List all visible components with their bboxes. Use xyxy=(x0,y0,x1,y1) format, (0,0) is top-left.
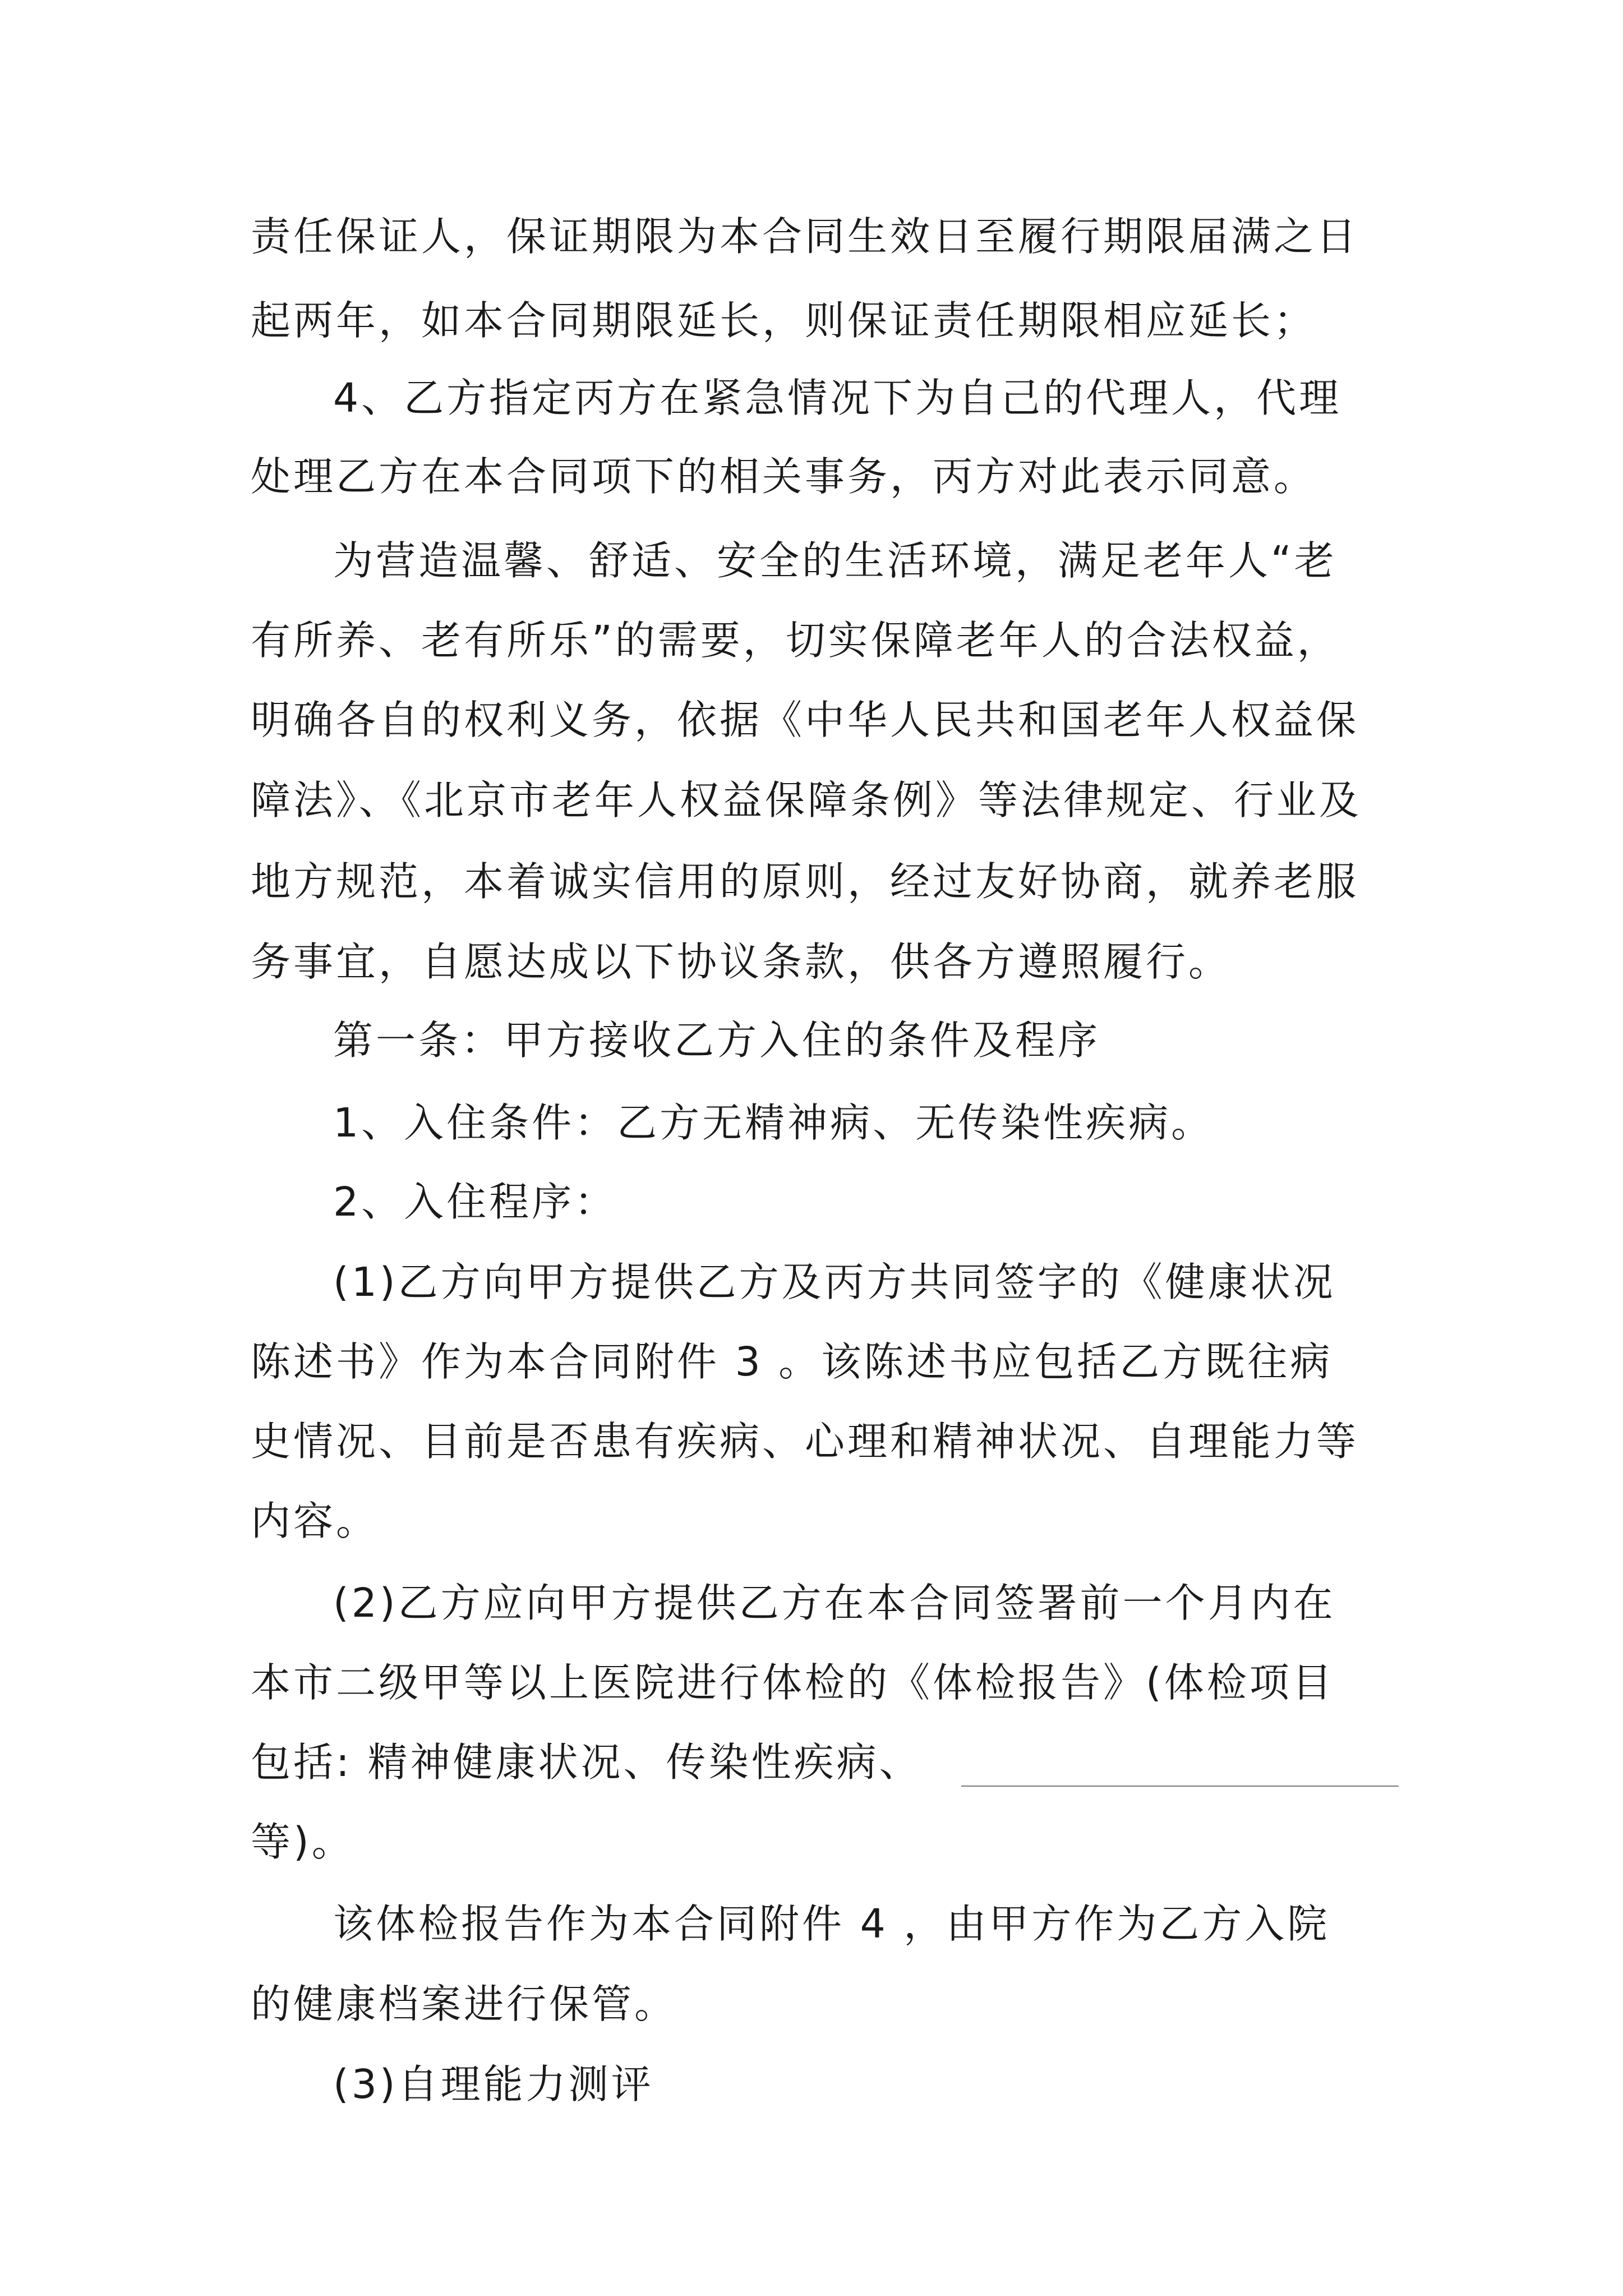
text-line: (2)乙方应向甲方提供乙方在本合同签署前一个月内在 xyxy=(333,1580,1336,1626)
text-line: 起两年，如本合同期限延长，则保证责任期限相应延长； xyxy=(251,297,1317,344)
text-line: 史情况、目前是否患有疾病、心理和精神状况、自理能力等 xyxy=(251,1418,1359,1465)
text-line: (1)乙方向甲方提供乙方及丙方共同签字的《健康状况 xyxy=(333,1259,1336,1305)
text-line: 有所养、老有所乐”的需要，切实保障老年人的合法权益， xyxy=(251,617,1340,664)
text-line: 务事宜，自愿达成以下协议条款，供各方遵照履行。 xyxy=(251,938,1232,985)
text-line: 的健康档案进行保管。 xyxy=(251,1981,677,2027)
text-line: 1、入住条件：乙方无精神病、无传染性疾病。 xyxy=(333,1099,1214,1146)
text-line: 责任保证人，保证期限为本合同生效日至履行期限届满之日 xyxy=(251,213,1359,260)
text-line-with-blank xyxy=(251,1723,1384,1802)
text-line: 地方规范，本着诚实信用的原则，经过友好协商，就养老服 xyxy=(251,858,1359,905)
text-line: 陈述书》作为本合同附件 3 。该陈述书应包括乙方既往病 xyxy=(251,1338,1333,1385)
fill-in-blank[interactable] xyxy=(961,1786,1399,1787)
text-line: 明确各自的权利义务，依据《中华人民共和国老年人权益保 xyxy=(251,697,1359,743)
section-heading: 第一条：甲方接收乙方入住的条件及程序 xyxy=(333,1017,1101,1064)
text-line: 等)。 xyxy=(251,1819,354,1865)
text-line: 本市二级甲等以上医院进行体检的《体检报告》(体检项目 xyxy=(251,1659,1335,1706)
text-segment: 包括: 精神健康状况、传染性疾病、 xyxy=(251,1739,922,1786)
text-line: 4、乙方指定丙方在紧急情况下为自己的代理人，代理 xyxy=(333,375,1342,421)
text-line: 2、入住程序： xyxy=(333,1179,617,1225)
text-line: 为营造温馨、舒适、安全的生活环境，满足老年人“老 xyxy=(333,537,1337,584)
text-line: 该体检报告作为本合同附件 4 ，由甲方作为乙方入院 xyxy=(333,1901,1330,1947)
text-line: 障法》、《北京市老年人权益保障条例》等法律规定、行业及 xyxy=(251,777,1362,823)
text-line: (3)自理能力测评 xyxy=(333,2061,654,2108)
text-line: 内容。 xyxy=(251,1498,379,1544)
text-line: 处理乙方在本合同项下的相关事务，丙方对此表示同意。 xyxy=(251,453,1317,500)
